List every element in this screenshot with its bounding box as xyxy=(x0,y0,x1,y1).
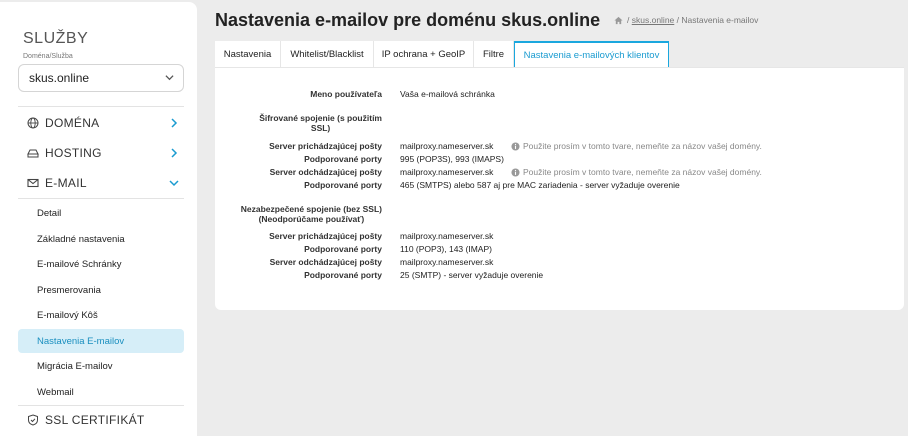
sidebar-section-label: HOSTING xyxy=(45,146,102,160)
heading-line: (Neodporúčame používať) xyxy=(258,214,365,224)
sidebar xyxy=(0,2,197,436)
field-value: mailproxy.nameserver.sk xyxy=(400,231,494,241)
field-label: Podporované porty xyxy=(304,154,382,164)
field-label: Server prichádzajúcej pošty xyxy=(269,231,382,241)
sidebar-divider xyxy=(18,405,184,406)
sidebar-item-presmerovania[interactable] xyxy=(18,278,184,302)
tab-label: Whitelist/Blacklist xyxy=(290,48,364,60)
field-value: mailproxy.nameserver.sk xyxy=(400,141,494,151)
field-label: Podporované porty xyxy=(304,180,382,190)
sidebar-subtitle: Doména/Služba xyxy=(23,53,73,60)
field-note xyxy=(511,167,762,177)
section-heading xyxy=(241,204,382,224)
sidebar-divider xyxy=(18,198,184,199)
field-value: 110 (POP3), 143 (IMAP) xyxy=(400,244,492,254)
sidebar-section-domena[interactable] xyxy=(27,113,187,133)
breadcrumb-separator: / xyxy=(676,15,680,25)
breadcrumb xyxy=(614,15,758,25)
home-icon[interactable] xyxy=(614,16,623,25)
sidebar-item-migracia-emailov[interactable] xyxy=(18,354,184,378)
sidebar-section-label: SSL CERTIFIKÁT xyxy=(45,413,145,427)
sidebar-item-label: Presmerovania xyxy=(37,284,101,296)
sidebar-item-zakladne-nastavenia[interactable] xyxy=(18,227,184,251)
sidebar-item-label: Základné nastavenia xyxy=(37,233,125,245)
heading-line: Šifrované spojenie (s použitím xyxy=(259,113,382,123)
field-value: mailproxy.nameserver.sk xyxy=(400,257,494,267)
sidebar-item-emailovy-kos[interactable] xyxy=(18,303,184,327)
tab-nastavenia-emailovych-klientov[interactable] xyxy=(514,41,669,67)
sidebar-divider xyxy=(18,106,184,107)
mail-icon xyxy=(27,177,39,189)
tab-bar xyxy=(215,41,669,67)
chevron-right-icon xyxy=(169,148,179,158)
sidebar-item-label: Nastavenia E-mailov xyxy=(37,335,125,347)
info-icon xyxy=(511,142,520,151)
sidebar-item-label: E-mailové Schránky xyxy=(37,258,122,270)
heading-line: SSL) xyxy=(310,123,331,133)
field-label: Server prichádzajúcej pošty xyxy=(269,141,382,151)
sidebar-item-emailove-schranky[interactable] xyxy=(18,252,184,276)
field-value: Vaša e-mailová schránka xyxy=(400,89,495,99)
field-label: Server odchádzajúcej pošty xyxy=(269,167,382,177)
field-value: 25 (SMTP) - server vyžaduje overenie xyxy=(400,270,544,280)
sidebar-item-label: Webmail xyxy=(37,386,74,398)
tab-label: Nastavenia e-mailových klientov xyxy=(523,49,660,61)
domain-select-value: skus.online xyxy=(29,71,90,85)
tab-filtre[interactable] xyxy=(474,41,514,67)
info-icon xyxy=(511,168,520,177)
tab-nastavenia[interactable] xyxy=(215,41,281,67)
sidebar-section-ssl[interactable] xyxy=(27,410,187,430)
chevron-right-icon xyxy=(169,118,179,128)
email-client-settings-panel xyxy=(215,67,904,310)
chevron-down-icon xyxy=(165,73,174,82)
note-text: Použite prosím v tomto tvare, nemeňte za názov vašej domény. xyxy=(523,167,762,177)
sidebar-section-hosting[interactable] xyxy=(27,143,187,163)
sidebar-section-label: DOMÉNA xyxy=(45,116,100,130)
sidebar-section-label: E-MAIL xyxy=(45,176,87,190)
breadcrumb-current: Nastavenia e-mailov xyxy=(681,15,759,25)
sidebar-item-detail[interactable] xyxy=(18,201,184,225)
section-heading xyxy=(259,113,382,133)
domain-select[interactable] xyxy=(18,64,184,92)
tab-label: IP ochrana + GeoIP xyxy=(381,48,466,60)
note-text: Použite prosím v tomto tvare, nemeňte za názov vašej domény. xyxy=(523,141,762,151)
tab-ip-ochrana[interactable] xyxy=(374,41,474,67)
breadcrumb-separator: / xyxy=(627,15,630,25)
tab-whitelist-blacklist[interactable] xyxy=(281,41,374,67)
sidebar-item-nastavenia-emailov[interactable] xyxy=(18,329,184,353)
sidebar-title: SLUŽBY xyxy=(23,30,89,47)
field-label: Podporované porty xyxy=(304,244,382,254)
sidebar-section-email[interactable] xyxy=(27,173,187,193)
field-label: Server odchádzajúcej pošty xyxy=(269,257,382,267)
sidebar-item-webmail[interactable] xyxy=(18,380,184,404)
heading-line: Nezabezpečené spojenie (bez SSL) xyxy=(240,204,382,214)
field-value: 995 (POP3S), 993 (IMAPS) xyxy=(400,154,504,164)
hard-drive-icon xyxy=(27,147,39,159)
tab-label: Nastavenia xyxy=(223,48,272,60)
field-label: Podporované porty xyxy=(304,270,382,280)
sidebar-item-label: Migrácia E-mailov xyxy=(37,360,113,372)
globe-icon xyxy=(27,117,39,129)
sidebar-item-label: Detail xyxy=(37,207,62,219)
field-label: Meno používateľa xyxy=(310,89,382,99)
chevron-down-icon xyxy=(169,178,179,188)
breadcrumb-link-domain[interactable]: skus.online xyxy=(631,15,675,25)
field-value: mailproxy.nameserver.sk xyxy=(400,167,494,177)
tab-label: Filtre xyxy=(482,48,505,60)
shield-check-icon xyxy=(27,414,39,426)
page-title: Nastavenia e-mailov pre doménu skus.online xyxy=(215,10,601,30)
sidebar-item-label: E-mailový Kôš xyxy=(37,309,98,321)
field-note xyxy=(511,141,762,151)
field-value: 465 (SMTPS) alebo 587 aj pre MAC zariadenia - server vyžaduje overenie xyxy=(400,180,680,190)
